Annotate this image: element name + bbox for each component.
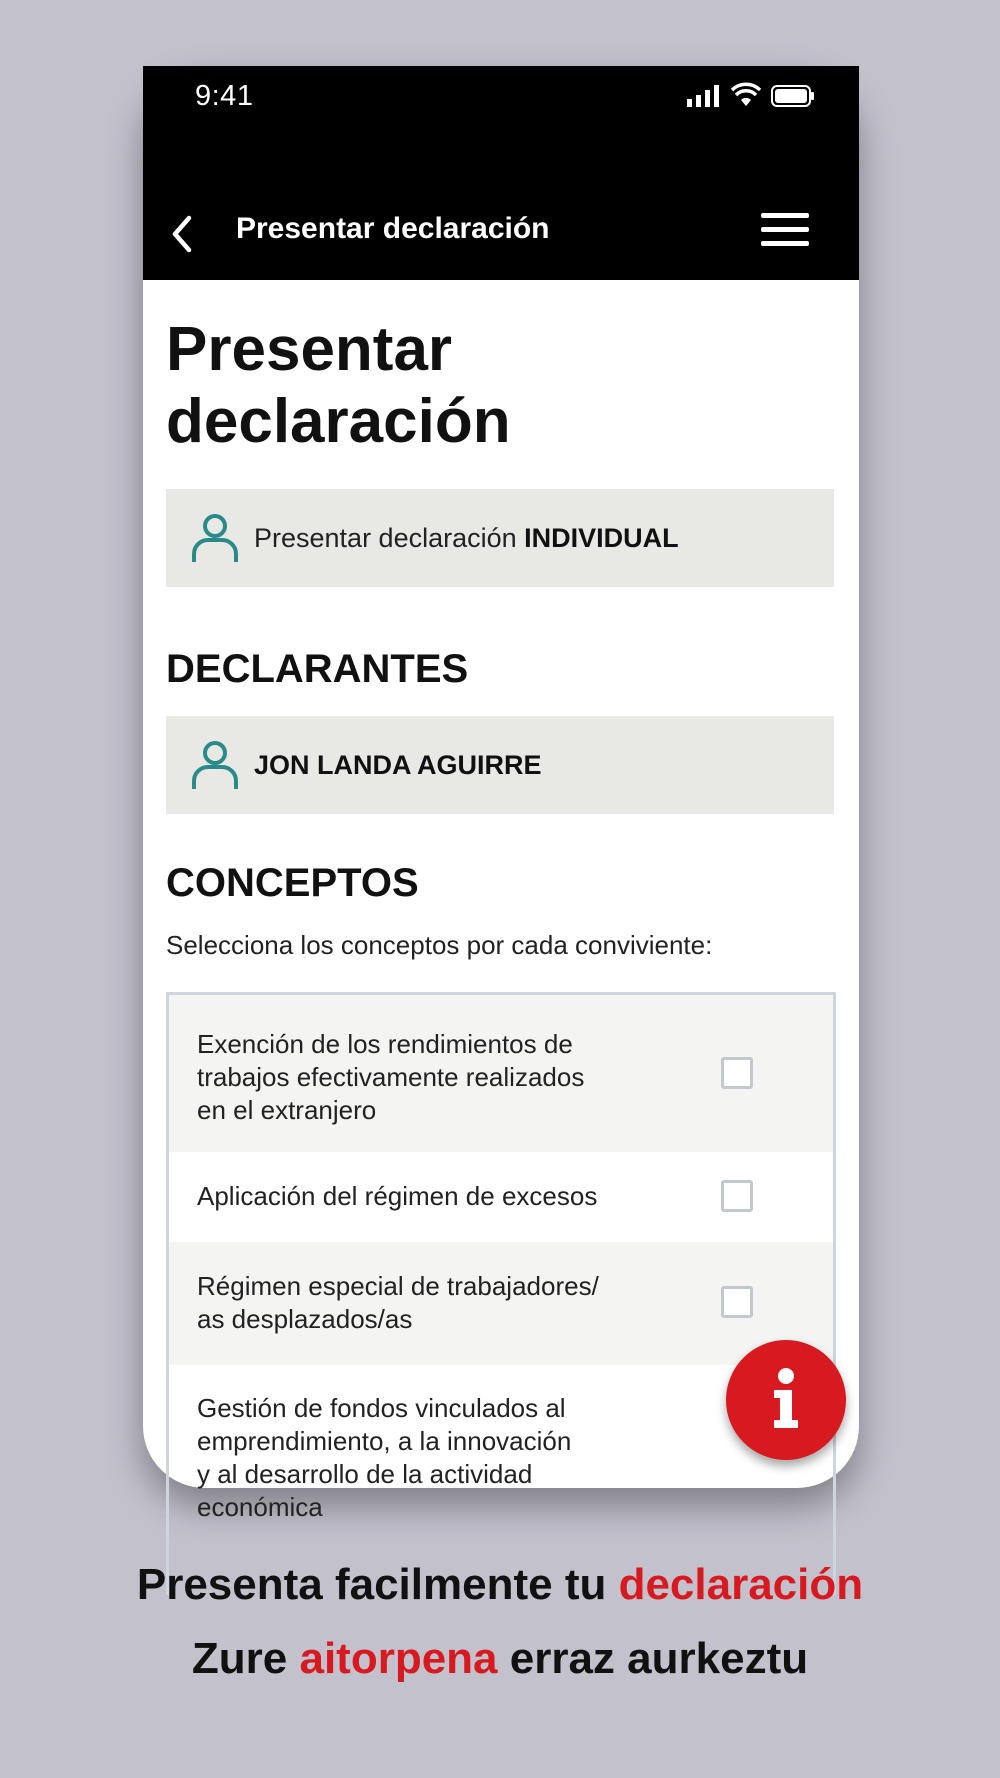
info-icon xyxy=(726,1340,846,1460)
back-icon[interactable] xyxy=(165,212,201,256)
battery-icon xyxy=(771,85,815,107)
concepto-checkbox[interactable] xyxy=(721,1180,753,1212)
declaration-type-card xyxy=(166,489,834,587)
declaration-type-text xyxy=(254,523,679,554)
status-bar xyxy=(143,66,859,128)
declarante-name: JON LANDA AGUIRRE xyxy=(254,749,542,780)
declarante-card xyxy=(166,716,834,814)
concepto-row xyxy=(169,995,833,1152)
app-bar xyxy=(143,128,859,280)
info-button[interactable] xyxy=(726,1340,846,1460)
page-content xyxy=(143,280,859,1522)
concepto-label: Exención de los rendimientos de trabajos efectivamente realizados en el extranjero xyxy=(197,1029,585,1125)
conceptos-hint: Selecciona los conceptos por cada conviviente: xyxy=(166,930,713,960)
page-title-line1: Presentar xyxy=(166,315,453,384)
declarantes-heading: DECLARANTES xyxy=(166,647,469,691)
wifi-icon xyxy=(731,85,761,107)
declaration-type-value: INDIVIDUAL xyxy=(524,522,679,553)
person-icon xyxy=(190,739,240,791)
app-bar-title: Presentar declaración xyxy=(236,212,550,245)
declaration-type-prefix: Presentar declaración xyxy=(254,522,517,553)
caption-line2: Zure aitorpena erraz aurkeztu xyxy=(191,1634,809,1683)
concepto-row xyxy=(169,1152,833,1242)
person-icon xyxy=(190,512,240,564)
conceptos-table xyxy=(166,992,836,1595)
caption-accent: aitorpena xyxy=(299,1634,498,1683)
concepto-label: Aplicación del régimen de excesos xyxy=(197,1181,598,1211)
page-title-line2: declaración xyxy=(166,387,511,456)
status-time: 9:41 xyxy=(195,80,254,112)
status-icons xyxy=(687,85,815,107)
phone-frame xyxy=(143,66,859,1522)
page-title xyxy=(166,314,511,458)
concepto-label: Gestión de fondos vinculados al emprendimiento, a la innovación y al desarrollo de la actividad económica xyxy=(197,1393,572,1522)
signal-icon xyxy=(687,85,721,107)
caption-line1: Presenta facilmente tu declaración xyxy=(136,1560,864,1609)
conceptos-heading: CONCEPTOS xyxy=(166,861,419,905)
concepto-checkbox[interactable] xyxy=(721,1286,753,1318)
concepto-label: Régimen especial de trabajadores/ as desplazados/as xyxy=(197,1271,599,1334)
caption-accent: declaración xyxy=(618,1560,864,1609)
hamburger-menu-icon[interactable] xyxy=(759,210,811,250)
concepto-checkbox[interactable] xyxy=(721,1057,753,1089)
